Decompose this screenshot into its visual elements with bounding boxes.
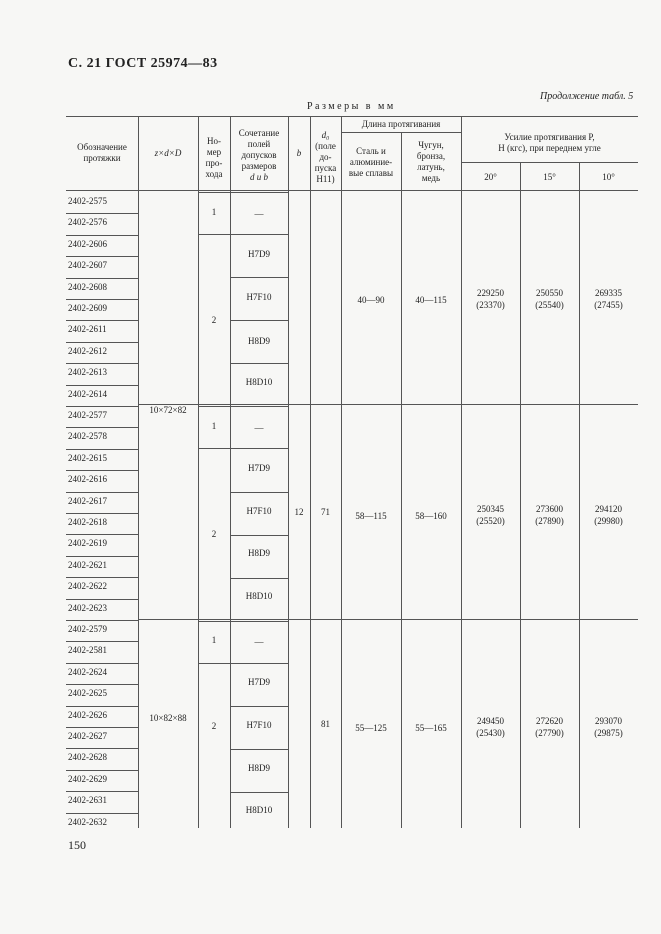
force-15-kgf-cell: (27890) <box>535 516 564 526</box>
force-20-cell: 249450 <box>477 716 504 726</box>
pass-cell: 2 <box>211 529 217 539</box>
hdr-force-2: Н (кгс), при переднем угле <box>498 143 601 153</box>
designation-cell: 2402-2607 <box>68 260 107 271</box>
force-20-kgf-cell: (25520) <box>476 516 505 526</box>
designation-cell: 2402-2632 <box>68 816 107 827</box>
force-10-kgf-cell: (29875) <box>594 728 623 738</box>
hdr-angle-20: 20° <box>484 172 497 182</box>
hdr-d0-2: (поле <box>315 141 336 151</box>
force-15-cell: 250550 <box>536 288 563 298</box>
fit-cell: H8D10 <box>245 591 273 601</box>
designation-cell: 2402-2575 <box>68 196 107 206</box>
hdr-d0-5: H11) <box>316 174 335 184</box>
hdr-designation-2: протяжки <box>83 153 121 163</box>
hdr-fit-4: размеров <box>241 161 277 171</box>
hdr-pass-1: Но- <box>207 136 221 146</box>
hdr-pass-2: мер <box>206 147 222 157</box>
steel-length-cell: 58—115 <box>355 511 387 521</box>
iron-length-cell: 55—165 <box>415 723 447 733</box>
zdd-cell: 10×72×82 <box>149 405 187 415</box>
designation-cell: 2402-2612 <box>68 345 107 356</box>
b-cell: 12 <box>294 507 304 517</box>
designation-cell: 2402-2623 <box>68 602 107 613</box>
designation-cell: 2402-2616 <box>68 474 107 485</box>
iron-length-cell: 58—160 <box>415 511 447 521</box>
designation-cell: 2402-2578 <box>68 431 107 442</box>
fit-cell: H7D9 <box>248 463 270 473</box>
hdr-fit-2: полей <box>247 139 271 149</box>
hdr-fit-1: Сочетание <box>238 128 280 138</box>
pass-cell: 2 <box>211 315 217 325</box>
force-10-cell: 293070 <box>595 716 622 726</box>
pass-cell: 1 <box>211 207 217 217</box>
continuation-note: Продолжение табл. 5 <box>540 91 634 102</box>
d0-cell: 71 <box>321 507 330 517</box>
iron-length-cell: 40—115 <box>415 295 447 305</box>
hdr-b: b <box>296 148 302 158</box>
designation-cell: 2402-2614 <box>68 388 107 399</box>
hdr-pass-3: про- <box>205 158 223 168</box>
page-number: 150 <box>68 838 86 852</box>
hdr-steel-3: вые сплавы <box>348 168 394 178</box>
designation-cell: 2402-2613 <box>68 367 107 378</box>
units-note: Размеры в мм <box>307 101 396 112</box>
zdd-cell: 10×82×88 <box>149 713 187 723</box>
designation-cell: 2402-2579 <box>68 624 107 634</box>
fit-cell: H7F10 <box>246 720 272 730</box>
hdr-angle-15: 15° <box>543 172 556 182</box>
designation-cell: 2402-2611 <box>68 324 107 335</box>
hdr-pass-4: хода <box>205 169 223 179</box>
hdr-d0-3: до- <box>319 152 332 162</box>
designation-cell: 2402-2577 <box>68 410 107 420</box>
designation-cell: 2402-2618 <box>68 517 107 527</box>
fit-cell: H8D10 <box>245 377 273 387</box>
d0-cell: 81 <box>321 719 330 729</box>
force-15-kgf-cell: (25540) <box>535 300 564 310</box>
designation-cell: 2402-2617 <box>68 495 107 506</box>
hdr-d0-4: пуска <box>314 163 337 173</box>
hdr-length-group: Длина протягивания <box>361 119 441 129</box>
force-20-kgf-cell: (25430) <box>476 728 505 738</box>
pass-cell: 1 <box>211 635 217 645</box>
designation-cell: 2402-2627 <box>68 731 107 741</box>
hdr-fit-3: допусков <box>241 150 277 160</box>
fit-cell: H8D9 <box>248 763 270 773</box>
designation-cell: 2402-2629 <box>68 773 107 784</box>
force-10-kgf-cell: (29980) <box>594 516 623 526</box>
fit-cell: H7F10 <box>246 506 272 516</box>
hdr-angle-10: 10° <box>602 172 615 182</box>
force-10-cell: 294120 <box>595 504 622 514</box>
force-15-cell: 273600 <box>536 504 563 514</box>
designation-cell: 2402-2581 <box>68 645 107 656</box>
designation-cell: 2402-2608 <box>68 281 107 292</box>
force-20-cell: 250345 <box>477 504 504 514</box>
hdr-fit-5: d и b <box>250 172 268 182</box>
hdr-d0-1: d₀ <box>321 130 330 140</box>
hdr-iron-2: бронза, <box>416 151 446 161</box>
force-10-kgf-cell: (27455) <box>594 300 623 310</box>
designation-cell: 2402-2622 <box>68 581 107 592</box>
force-10-cell: 269335 <box>595 288 622 298</box>
fit-cell: — <box>254 423 264 433</box>
page-title: С. 21 ГОСТ 25974—83 <box>68 56 218 71</box>
fit-cell: H8D10 <box>245 805 273 815</box>
hdr-force-1: Усилие протягивания P, <box>504 132 595 142</box>
steel-length-cell: 40—90 <box>357 295 385 305</box>
designation-cell: 2402-2606 <box>68 238 107 249</box>
fit-cell: — <box>254 637 264 647</box>
hdr-steel-1: Сталь и <box>356 146 386 156</box>
designation-cell: 2402-2625 <box>68 688 107 699</box>
fit-cell: H7D9 <box>248 677 270 687</box>
hdr-iron-3: латунь, <box>417 162 445 172</box>
fit-cell: H7D9 <box>248 249 270 259</box>
pass-cell: 1 <box>211 421 217 431</box>
designation-cell: 2402-2619 <box>68 538 107 549</box>
designation-cell: 2402-2609 <box>68 303 107 313</box>
designation-cell: 2402-2624 <box>68 666 107 677</box>
hdr-iron-1: Чугун, <box>418 140 444 150</box>
force-20-cell: 229250 <box>477 288 504 298</box>
data-table <box>66 116 638 828</box>
designation-cell: 2402-2628 <box>68 752 107 763</box>
hdr-zdd: z×d×D <box>154 148 182 158</box>
hdr-designation-1: Обозначение <box>77 142 127 152</box>
force-15-cell: 272620 <box>536 716 563 726</box>
hdr-iron-4: медь <box>421 173 441 183</box>
designation-cell: 2402-2631 <box>68 795 107 806</box>
fit-cell: H8D9 <box>248 548 270 558</box>
fit-cell: — <box>254 209 264 219</box>
designation-cell: 2402-2576 <box>68 217 107 228</box>
fit-cell: H8D9 <box>248 336 270 346</box>
designation-cell: 2402-2621 <box>68 559 107 570</box>
designation-cell: 2402-2626 <box>68 709 107 720</box>
hdr-steel-2: алюминие- <box>349 157 393 167</box>
force-20-kgf-cell: (23370) <box>476 300 505 310</box>
designation-cell: 2402-2615 <box>68 452 107 463</box>
force-15-kgf-cell: (27790) <box>535 728 564 738</box>
fit-cell: H7F10 <box>246 292 272 302</box>
steel-length-cell: 55—125 <box>355 723 387 733</box>
pass-cell: 2 <box>211 721 217 731</box>
